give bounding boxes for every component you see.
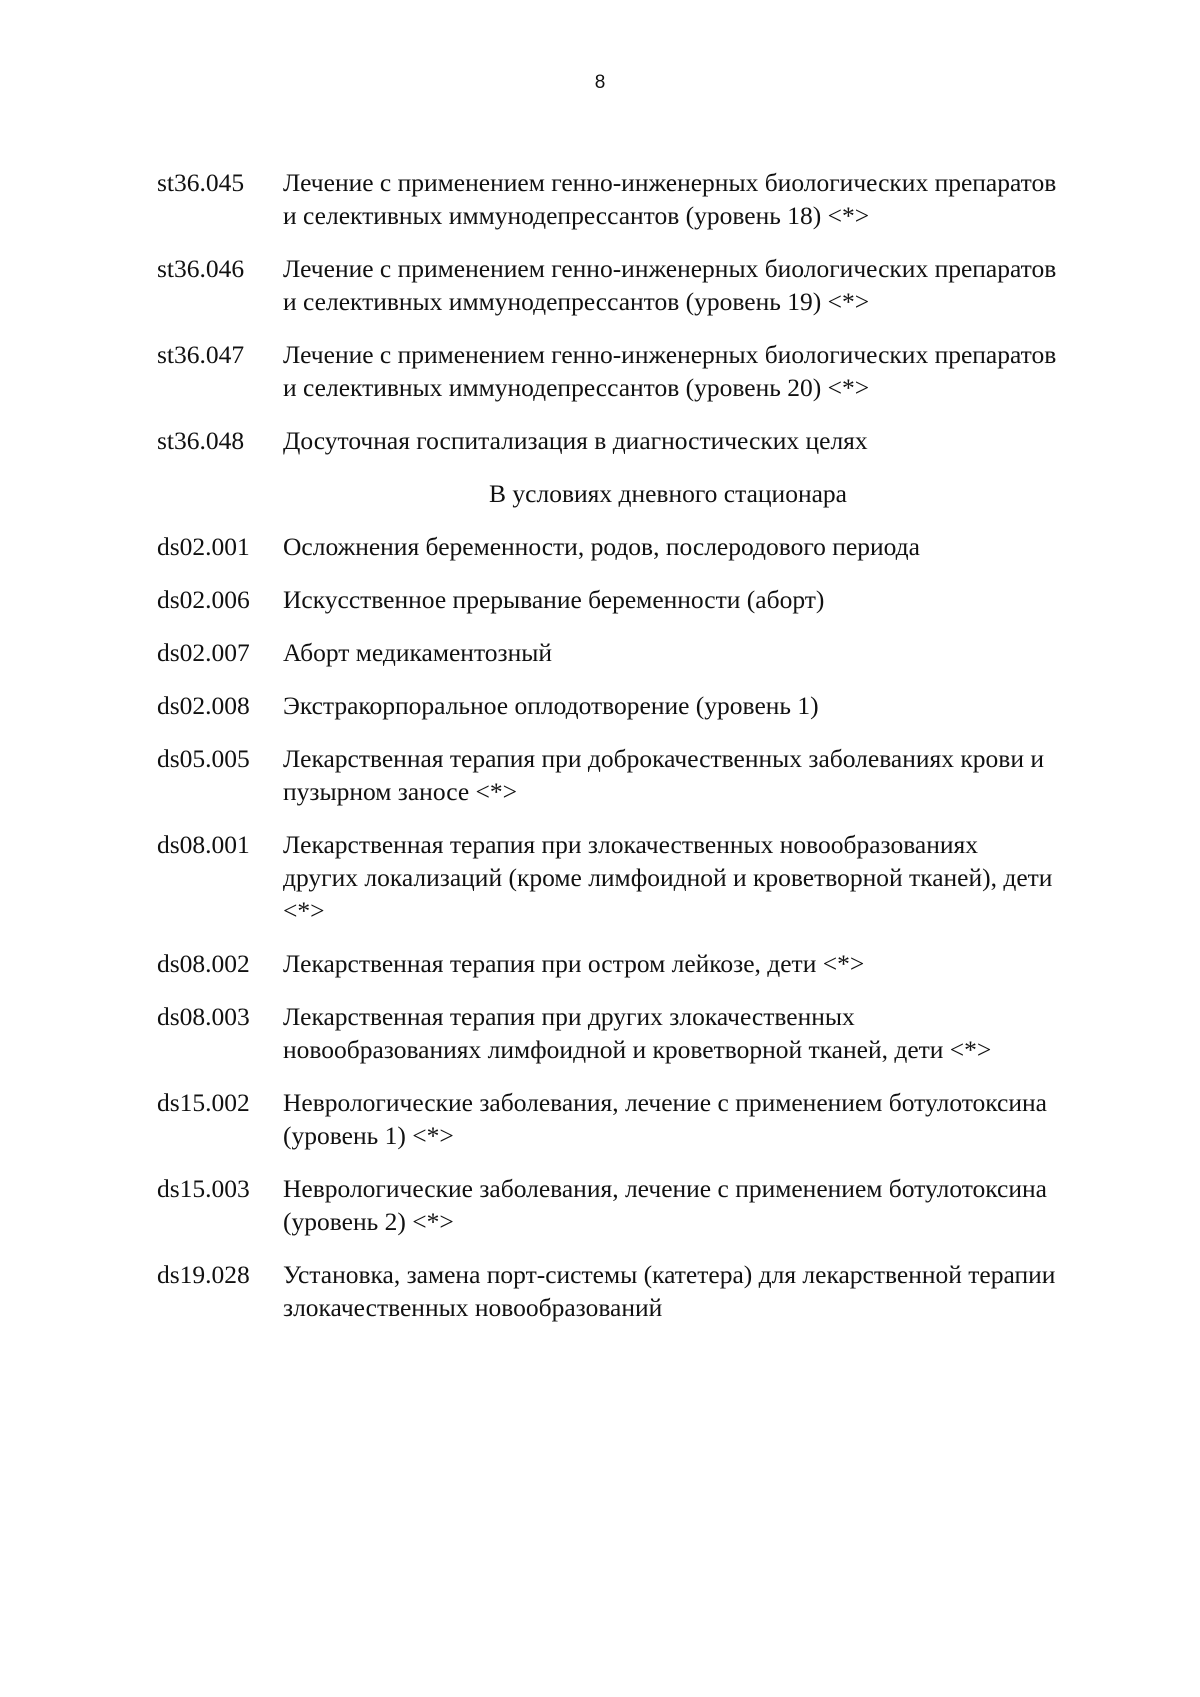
- entry-code: ds19.028: [157, 1260, 250, 1289]
- list-item: [157, 1086, 1057, 1152]
- list-item: [157, 166, 1057, 232]
- entry-code: ds15.003: [157, 1174, 250, 1203]
- entry-code: ds02.008: [157, 691, 250, 720]
- list-item: [157, 1000, 1057, 1066]
- entry-text: Лечение с применением генно-инженерных биологических препаратов и селективных иммунодепрессантов (уровень 19) <*>: [283, 254, 1057, 316]
- entry-code: ds02.007: [157, 638, 250, 667]
- list-item: [157, 742, 1057, 808]
- entry-text: Искусственное прерывание беременности (аборт): [283, 585, 825, 614]
- list-item: [157, 252, 1057, 318]
- entry-code: st36.047: [157, 340, 245, 369]
- entry-code: ds02.001: [157, 532, 250, 561]
- list-item: [157, 947, 1057, 980]
- entry-text: Экстракорпоральное оплодотворение (уровень 1): [283, 691, 819, 720]
- entry-text: Лекарственная терапия при доброкачественных заболеваниях крови и пузырном заносе <*>: [283, 744, 1044, 806]
- list-item: [157, 530, 1057, 563]
- entry-code: ds08.002: [157, 949, 250, 978]
- list-item: [157, 424, 1057, 457]
- section-heading: В условиях дневного стационара: [489, 479, 847, 508]
- entry-code: st36.048: [157, 426, 245, 455]
- entry-text: Осложнения беременности, родов, послеродового периода: [283, 532, 920, 561]
- list-item: [157, 636, 1057, 669]
- entry-text: Досуточная госпитализация в диагностических целях: [283, 426, 868, 455]
- entry-code: ds08.001: [157, 830, 250, 859]
- entry-code: ds05.005: [157, 744, 250, 773]
- list-item: [157, 338, 1057, 404]
- entry-text: Аборт медикаментозный: [283, 638, 552, 667]
- entry-code: ds02.006: [157, 585, 250, 614]
- document-body: [157, 166, 1057, 1344]
- entry-code: ds08.003: [157, 1002, 250, 1031]
- entry-text: Лечение с применением генно-инженерных биологических препаратов и селективных иммунодепрессантов (уровень 18) <*>: [283, 168, 1057, 230]
- entry-text: Установка, замена порт-системы (катетера) для лекарственной терапии злокачественных новообразований: [283, 1260, 1056, 1322]
- entry-code: ds15.002: [157, 1088, 250, 1117]
- entry-text: Неврологические заболевания, лечение с применением ботулотоксина (уровень 2) <*>: [283, 1174, 1047, 1236]
- entry-text: Лечение с применением генно-инженерных биологических препаратов и селективных иммунодепрессантов (уровень 20) <*>: [283, 340, 1057, 402]
- entry-code: st36.045: [157, 168, 245, 197]
- list-item: [157, 583, 1057, 616]
- entry-text: Лекарственная терапия при остром лейкозе, дети <*>: [283, 949, 865, 978]
- entry-code: st36.046: [157, 254, 245, 283]
- entry-text: Неврологические заболевания, лечение с применением ботулотоксина (уровень 1) <*>: [283, 1088, 1047, 1150]
- list-item: [157, 1172, 1057, 1238]
- entry-text: Лекарственная терапия при других злокачественных новообразованиях лимфоидной и кроветворной тканей, дети <*>: [283, 1002, 992, 1064]
- list-item: [157, 828, 1057, 927]
- list-item: [157, 689, 1057, 722]
- entry-text: Лекарственная терапия при злокачественных новообразованиях других локализаций (кроме лимфоидной и кроветворной тканей), дети <*>: [283, 830, 1053, 925]
- list-item: [157, 1258, 1057, 1324]
- page-number: 8: [594, 72, 606, 93]
